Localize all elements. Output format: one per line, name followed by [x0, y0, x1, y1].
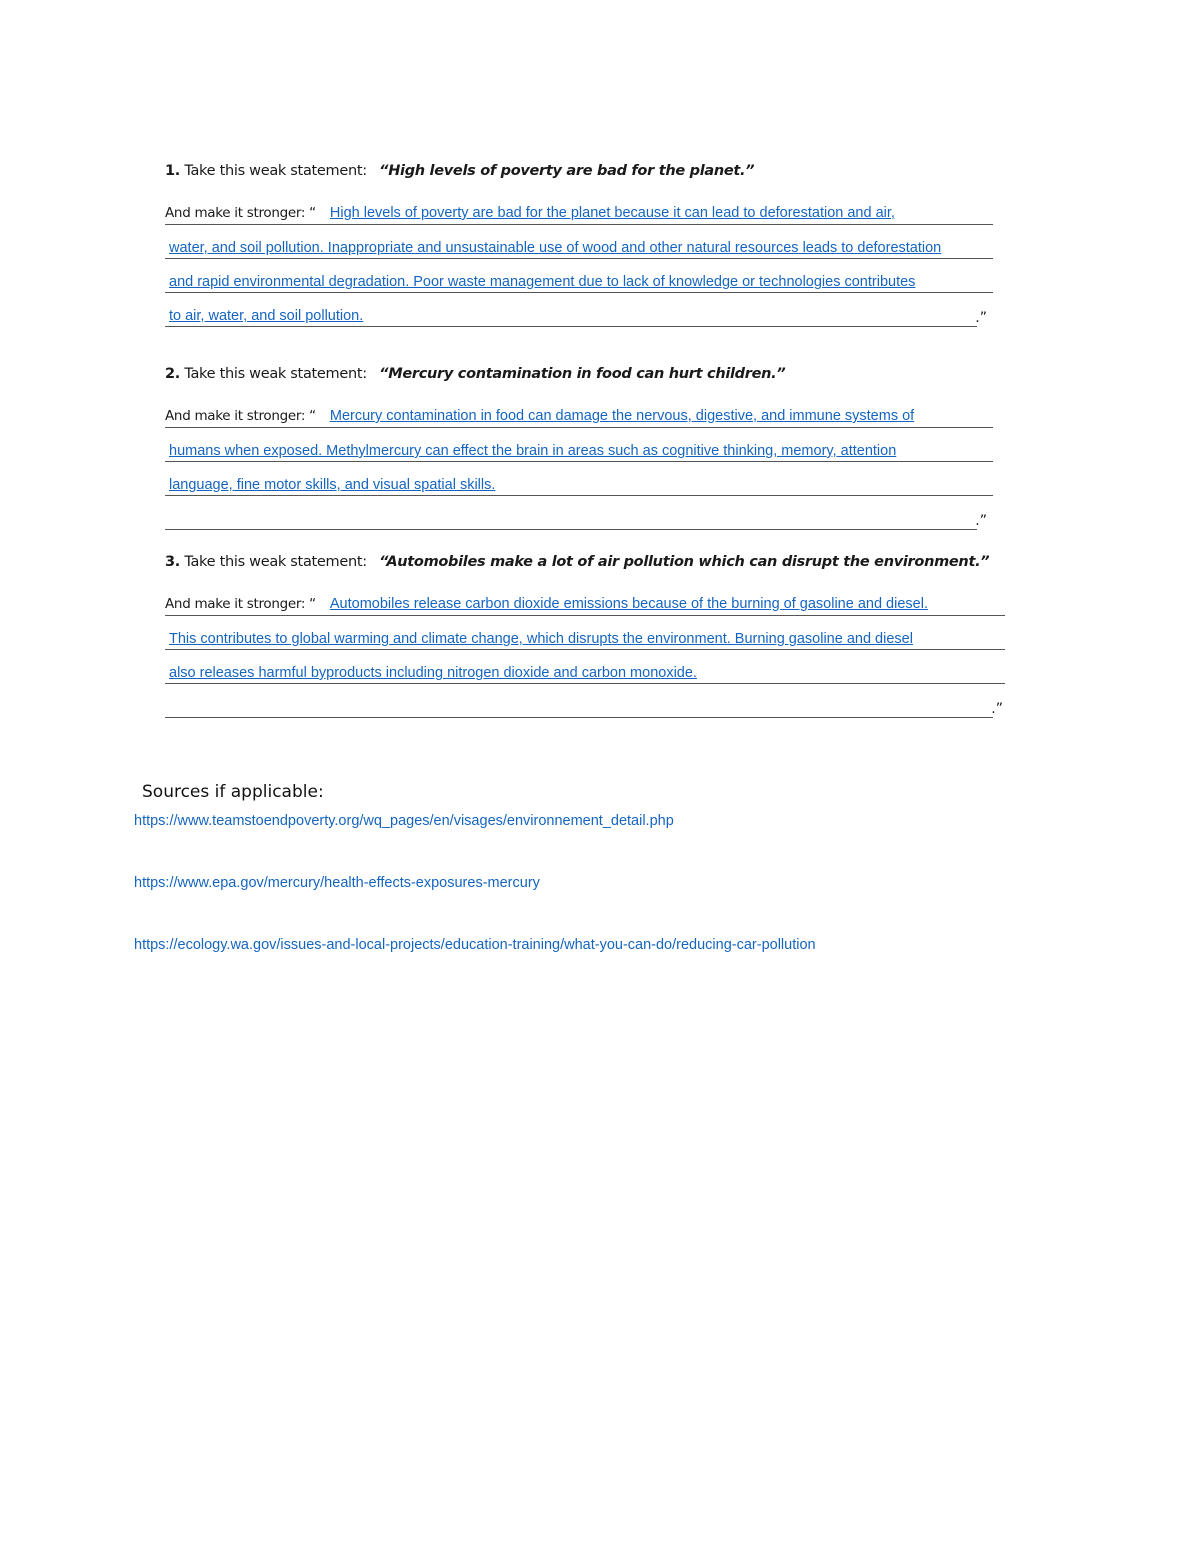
answer-line [165, 496, 987, 530]
prompt-text: Take this weak statement: [184, 554, 367, 570]
answer-lead: And make it stronger: “ [165, 408, 316, 424]
sources-heading: Sources if applicable: [142, 782, 324, 802]
closing-quote: .” [975, 513, 987, 529]
question-2 [165, 363, 1025, 530]
answer-line [165, 650, 1005, 684]
source-link[interactable]: https://www.epa.gov/mercury/health-effects-exposures-mercury [134, 875, 540, 891]
weak-statement: “High levels of poverty are bad for the planet.” [379, 163, 755, 179]
prompt-text: Take this weak statement: [184, 163, 367, 179]
answer-text: and rapid environmental degradation. Poor waste management due to lack of knowledge or technologies contributes [169, 274, 916, 290]
answer-text: to air, water, and soil pollution. [169, 308, 364, 324]
answer-line [165, 428, 993, 462]
answer-line [165, 590, 1005, 616]
answer-lead: And make it stronger: “ [165, 205, 316, 221]
question-1 [165, 160, 1025, 327]
answer-text: language, fine motor skills, and visual spatial skills. [169, 477, 496, 493]
source-link[interactable]: https://www.teamstoendpoverty.org/wq_pages/en/visages/environnement_detail.php [134, 813, 674, 829]
answer-lines [165, 402, 1025, 530]
answer-lead: And make it stronger: “ [165, 596, 316, 612]
closing-quote: .” [975, 310, 987, 326]
answer-line [165, 293, 987, 327]
question-number: 2. [165, 366, 180, 382]
weak-statement: “Automobiles make a lot of air pollution which can disrupt the environment.” [379, 554, 990, 570]
answer-lines [165, 199, 1025, 327]
question-prompt [165, 160, 1025, 182]
answer-text: Mercury contamination in food can damage the nervous, digestive, and immune systems of [329, 408, 915, 424]
answer-text: This contributes to global warming and climate change, which disrupts the environment. Burning gasoline and diesel [169, 631, 913, 647]
answer-line [165, 402, 993, 428]
answer-line [165, 462, 993, 496]
answer-text: also releases harmful byproducts including nitrogen dioxide and carbon monoxide. [169, 665, 697, 681]
answer-lines [165, 590, 1025, 718]
answer-line [165, 684, 1003, 718]
answer-line [165, 225, 993, 259]
source-link[interactable]: https://ecology.wa.gov/issues-and-local-projects/education-training/what-you-can-do/reducing-car-pollution [134, 937, 816, 953]
answer-text: water, and soil pollution. Inappropriate and unsustainable use of wood and other natural resources leads to deforestation [169, 240, 942, 256]
answer-text: High levels of poverty are bad for the planet because it can lead to deforestation and air, [329, 205, 895, 221]
question-number: 3. [165, 554, 180, 570]
question-number: 1. [165, 163, 180, 179]
answer-line [165, 616, 1005, 650]
weak-statement: “Mercury contamination in food can hurt children.” [379, 366, 786, 382]
prompt-text: Take this weak statement: [184, 366, 367, 382]
closing-quote: .” [991, 701, 1003, 717]
answer-text: humans when exposed. Methylmercury can effect the brain in areas such as cognitive thinking, memory, attention [169, 443, 897, 459]
answer-line [165, 199, 993, 225]
answer-line [165, 259, 993, 293]
question-prompt [165, 363, 1025, 385]
question-3 [165, 551, 1025, 718]
question-prompt [165, 551, 1025, 573]
answer-text: Automobiles release carbon dioxide emissions because of the burning of gasoline and diesel. [329, 596, 928, 612]
